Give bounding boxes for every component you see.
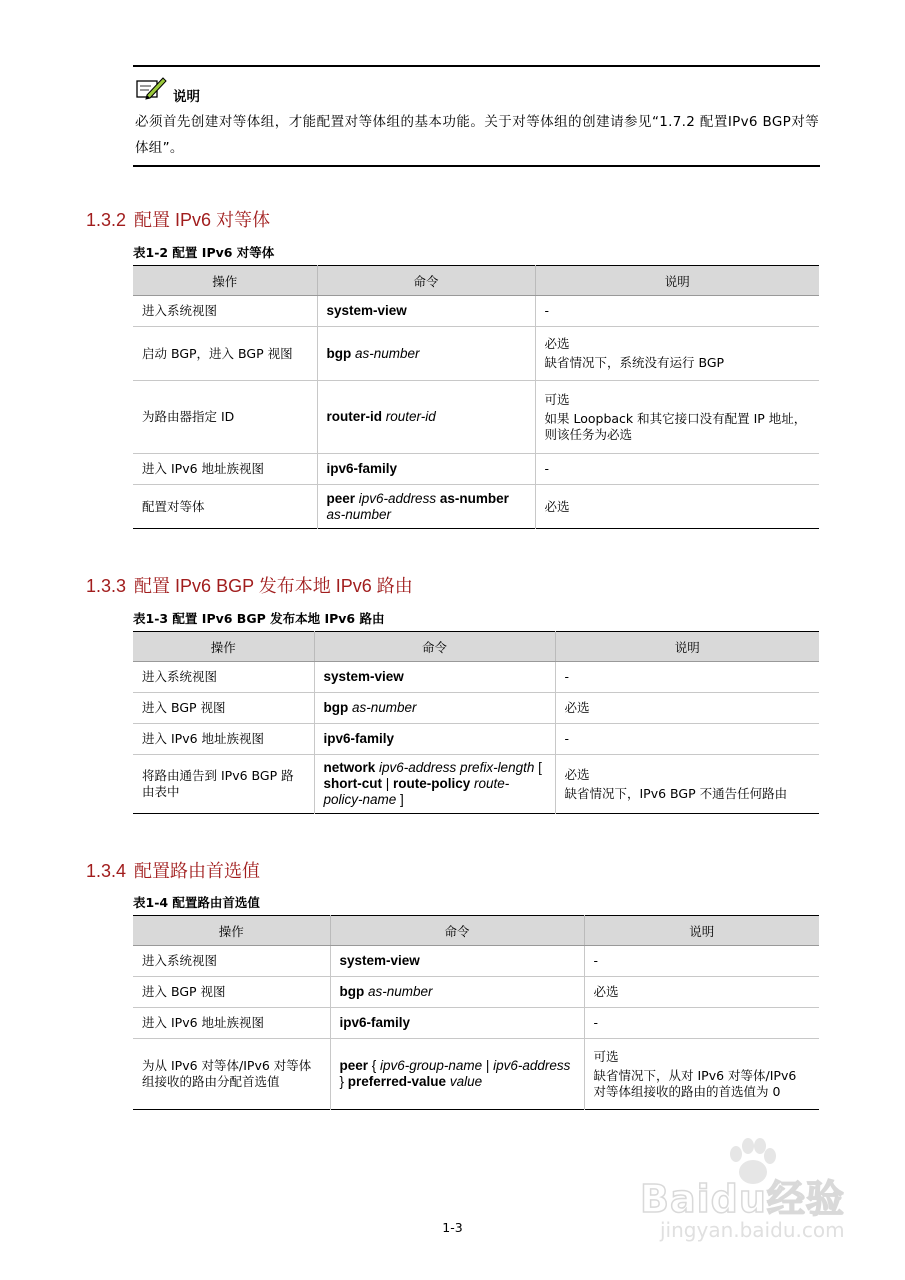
description-cell bbox=[535, 296, 819, 327]
description-line: - bbox=[544, 461, 550, 476]
command-cell bbox=[314, 724, 555, 755]
description-line: 缺省情况下，系统没有运行 BGP bbox=[544, 355, 725, 370]
operation-cell: 启动 BGP，进入 BGP 视图 bbox=[133, 327, 317, 381]
table-row bbox=[133, 1039, 819, 1110]
command-parameter: as-number bbox=[368, 984, 433, 999]
note-box bbox=[133, 65, 820, 167]
command-parameter: ipv6-group-name bbox=[380, 1058, 483, 1073]
description-line: 必选 bbox=[544, 336, 570, 351]
column-header: 说明 bbox=[535, 266, 819, 296]
description-line: 缺省情况下，从对 IPv6 对等体/IPv6 对等体组接收的路由的首选值为 0 bbox=[593, 1067, 797, 1099]
description-line: 可选 bbox=[593, 1048, 619, 1064]
command-parameter: as-number bbox=[355, 345, 420, 361]
table-row bbox=[133, 724, 819, 755]
description-line: - bbox=[593, 953, 599, 968]
command-cell bbox=[317, 327, 535, 381]
command-parameter: as-number bbox=[326, 490, 513, 522]
command-cell bbox=[330, 1008, 584, 1039]
operation-cell: 进入 IPv6 地址族视图 bbox=[133, 454, 317, 485]
table-row bbox=[133, 946, 819, 977]
note-text: 必须首先创建对等体组，才能配置对等体组的基本功能。关于对等体组的创建请参见“1.7.2 配置IPv6 BGP对等体组”。 bbox=[135, 114, 819, 156]
column-header: 命令 bbox=[317, 266, 535, 296]
description-cell bbox=[584, 946, 819, 977]
command-parameter: value bbox=[446, 1074, 483, 1089]
command-syntax: } bbox=[339, 1058, 575, 1089]
page-number: 1-3 bbox=[442, 1220, 463, 1235]
command-keyword: system-view bbox=[339, 953, 420, 968]
description-cell bbox=[555, 724, 819, 755]
operation-cell: 进入 BGP 视图 bbox=[133, 977, 330, 1008]
operation-cell: 配置对等体 bbox=[133, 485, 317, 529]
table-row bbox=[133, 755, 819, 814]
command-cell bbox=[317, 296, 535, 327]
operation-cell: 进入系统视图 bbox=[133, 946, 330, 977]
section-heading bbox=[86, 206, 270, 232]
description-cell bbox=[584, 1008, 819, 1039]
description-line: 必选 bbox=[544, 498, 570, 514]
command-keyword: bgp bbox=[323, 700, 352, 715]
description-cell bbox=[584, 1039, 819, 1110]
config-table bbox=[133, 631, 819, 814]
command-keyword: preferred-value bbox=[347, 1074, 447, 1089]
command-keyword: peer bbox=[326, 490, 359, 506]
command-keyword: route-policy bbox=[393, 776, 471, 791]
command-cell bbox=[314, 662, 555, 693]
operation-cell: 为从 IPv6 对等体/IPv6 对等体组接收的路由分配首选值 bbox=[133, 1039, 330, 1110]
section-title: 配置 IPv6 对等体 bbox=[134, 210, 271, 230]
column-header: 命令 bbox=[330, 916, 584, 946]
command-cell bbox=[317, 454, 535, 485]
command-cell bbox=[330, 977, 584, 1008]
command-parameter: ipv6-address bbox=[358, 490, 440, 506]
operation-cell: 进入 IPv6 地址族视图 bbox=[133, 724, 314, 755]
command-parameter: ipv6-address prefix-length bbox=[379, 760, 535, 775]
description-cell bbox=[584, 977, 819, 1008]
table-row bbox=[133, 693, 819, 724]
description-line: 必选 bbox=[564, 766, 590, 782]
description-cell bbox=[535, 327, 819, 381]
operation-cell: 为路由器指定 ID bbox=[133, 381, 317, 454]
command-keyword: system-view bbox=[323, 669, 404, 684]
watermark-brand: Baidu经验 bbox=[640, 1177, 845, 1221]
command-parameter: as-number bbox=[352, 700, 417, 715]
operation-cell: 进入系统视图 bbox=[133, 662, 314, 693]
command-keyword: network bbox=[323, 760, 380, 775]
table-row bbox=[133, 296, 819, 327]
table-row bbox=[133, 977, 819, 1008]
column-header: 操作 bbox=[133, 632, 314, 662]
command-keyword: bgp bbox=[326, 345, 355, 361]
description-line: - bbox=[544, 303, 550, 318]
command-keyword: router-id bbox=[326, 409, 386, 424]
description-line: 缺省情况下，IPv6 BGP 不通告任何路由 bbox=[564, 785, 788, 801]
section-number: 1.3.4 bbox=[86, 861, 127, 881]
operation-cell: 进入系统视图 bbox=[133, 296, 317, 327]
command-cell bbox=[317, 381, 535, 454]
table-caption: 表1-4 配置路由首选值 bbox=[133, 895, 260, 910]
description-line: 可选 bbox=[544, 391, 570, 407]
section-title: 配置路由首选值 bbox=[134, 861, 261, 881]
column-header: 命令 bbox=[314, 632, 555, 662]
watermark-url: jingyan.baidu.com bbox=[660, 1218, 845, 1242]
description-cell bbox=[555, 755, 819, 814]
note-title: 说明 bbox=[173, 89, 200, 105]
pencil-note-icon bbox=[135, 75, 167, 101]
table-caption: 表1-2 配置 IPv6 对等体 bbox=[133, 245, 275, 260]
command-parameter: ipv6-address bbox=[493, 1058, 571, 1073]
section-number: 1.3.2 bbox=[86, 210, 127, 230]
table-caption: 表1-3 配置 IPv6 BGP 发布本地 IPv6 路由 bbox=[133, 611, 385, 626]
operation-cell: 将路由通告到 IPv6 BGP 路由表中 bbox=[133, 755, 314, 814]
table-row bbox=[133, 485, 819, 529]
command-cell bbox=[314, 693, 555, 724]
command-keyword: as-number bbox=[439, 490, 509, 506]
config-table bbox=[133, 265, 819, 529]
command-syntax: { bbox=[368, 1058, 381, 1073]
table-row bbox=[133, 454, 819, 485]
command-keyword: peer bbox=[339, 1058, 369, 1073]
command-cell bbox=[317, 485, 535, 529]
command-keyword: ipv6-family bbox=[323, 731, 395, 746]
section-title: 配置 IPv6 BGP 发布本地 IPv6 路由 bbox=[134, 576, 413, 596]
command-parameter: router-id bbox=[385, 409, 436, 424]
command-keyword: ipv6-family bbox=[326, 461, 398, 476]
table-row bbox=[133, 327, 819, 381]
operation-cell: 进入 BGP 视图 bbox=[133, 693, 314, 724]
operation-cell: 进入 IPv6 地址族视图 bbox=[133, 1008, 330, 1039]
section-heading bbox=[86, 857, 260, 883]
command-parameter: route-policy-name bbox=[323, 776, 510, 807]
table-row bbox=[133, 662, 819, 693]
command-syntax: [ bbox=[534, 760, 546, 775]
description-line: - bbox=[593, 1015, 599, 1030]
description-line: 必选 bbox=[564, 700, 590, 715]
command-syntax: | bbox=[382, 776, 394, 791]
description-line: - bbox=[564, 731, 570, 746]
description-line: 如果 Loopback 和其它接口没有配置 IP 地址，则该任务为必选 bbox=[544, 410, 807, 442]
column-header: 操作 bbox=[133, 266, 317, 296]
table-row bbox=[133, 381, 819, 454]
section-number: 1.3.3 bbox=[86, 576, 127, 596]
description-cell bbox=[535, 485, 819, 529]
description-line: 必选 bbox=[593, 984, 619, 999]
description-cell bbox=[535, 381, 819, 454]
table-row bbox=[133, 1008, 819, 1039]
command-cell bbox=[330, 1039, 584, 1110]
command-keyword: short-cut bbox=[323, 776, 382, 791]
config-table bbox=[133, 915, 819, 1110]
command-syntax: | bbox=[482, 1058, 494, 1073]
section-heading bbox=[86, 572, 413, 598]
command-keyword: ipv6-family bbox=[339, 1015, 411, 1030]
command-cell bbox=[330, 946, 584, 977]
column-header: 操作 bbox=[133, 916, 330, 946]
column-header: 说明 bbox=[555, 632, 819, 662]
baidu-watermark bbox=[640, 1140, 860, 1250]
description-cell bbox=[555, 693, 819, 724]
command-cell bbox=[314, 755, 555, 814]
column-header: 说明 bbox=[584, 916, 819, 946]
command-syntax: ] bbox=[396, 792, 404, 807]
command-keyword: bgp bbox=[339, 984, 368, 999]
command-keyword: system-view bbox=[326, 303, 407, 318]
description-cell bbox=[535, 454, 819, 485]
description-line: - bbox=[564, 669, 570, 684]
description-cell bbox=[555, 662, 819, 693]
